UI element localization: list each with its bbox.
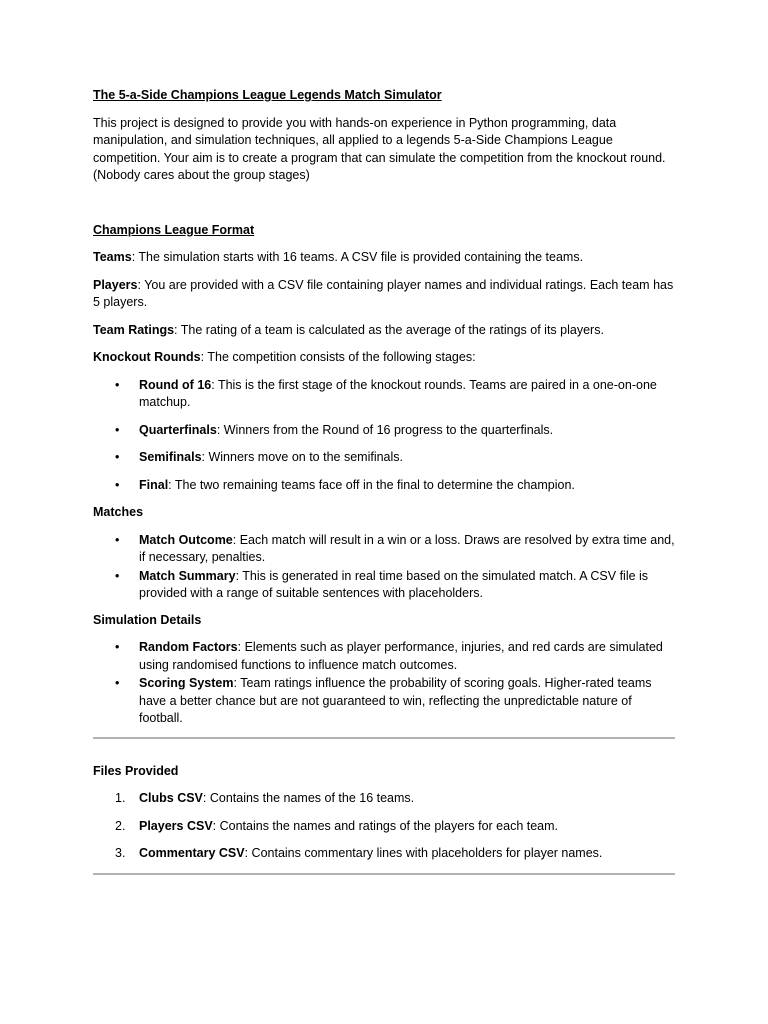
list-item: [93, 818, 675, 836]
item-text: : Contains the names of the 16 teams.: [202, 791, 415, 805]
item-label: Random Factors: [139, 640, 238, 654]
bullet-icon: •: [115, 532, 120, 547]
item-label: Final: [139, 477, 169, 492]
players-text: : You are provided with a CSV file containing player names and individual ratings. Each team has 5 players.: [93, 277, 674, 309]
list-item: [93, 477, 675, 495]
item-text: : Winners move on to the semifinals.: [201, 450, 404, 464]
item-number: 2.: [115, 818, 126, 833]
teams-label: Teams: [93, 250, 132, 264]
item-number: 1.: [115, 791, 126, 805]
format-heading: Champions League Format: [93, 222, 255, 237]
list-item: [93, 377, 675, 412]
list-item: [93, 845, 675, 863]
list-item: [93, 568, 675, 603]
list-item: [93, 422, 675, 440]
document-title: The 5-a-Side Champions League Legends Match Simulator: [93, 88, 442, 102]
teams-text: : The simulation starts with 16 teams. A CSV file is provided containing the teams.: [131, 250, 584, 264]
item-label: Commentary CSV: [139, 846, 245, 860]
simulation-list: [93, 639, 675, 728]
matches-list: [93, 532, 675, 603]
team-ratings-text: : The rating of a team is calculated as the average of the ratings of its players.: [174, 322, 604, 337]
knockout-list: [93, 377, 675, 495]
bullet-icon: •: [115, 477, 120, 492]
item-text: : Contains the names and ratings of the players for each team.: [212, 818, 559, 833]
bullet-icon: •: [115, 640, 120, 654]
horizontal-rule-bottom: [93, 873, 675, 875]
item-label: Quarterfinals: [139, 422, 217, 437]
bullet-icon: •: [115, 676, 120, 690]
list-item: [93, 675, 675, 728]
item-label: Scoring System: [139, 676, 234, 690]
knockout-label: Knockout Rounds: [93, 350, 201, 364]
item-label: Semifinals: [139, 450, 202, 464]
bullet-icon: •: [115, 568, 120, 583]
item-number: 3.: [115, 846, 126, 860]
list-item: [93, 449, 675, 467]
list-item: [93, 790, 675, 808]
teams-paragraph: [93, 249, 675, 267]
item-text: : Contains commentary lines with placeholders for player names.: [244, 846, 603, 860]
item-text: : Elements such as player performance, injuries, and red cards are simulated using randomised functions to influence match outcomes.: [139, 640, 663, 672]
files-heading: Files Provided: [93, 763, 179, 778]
item-text: : This is the first stage of the knockout rounds. Teams are paired in a one-on-one matchup.: [139, 377, 657, 409]
horizontal-rule: [93, 737, 675, 739]
team-ratings-label: Team Ratings: [93, 322, 175, 337]
knockout-text: : The competition consists of the following stages:: [200, 350, 476, 364]
item-label: Match Summary: [139, 568, 236, 583]
document-body: [93, 87, 675, 875]
knockout-paragraph: [93, 349, 675, 367]
list-item: [93, 532, 675, 567]
list-item: [93, 639, 675, 674]
simulation-heading: Simulation Details: [93, 612, 202, 627]
item-label: Match Outcome: [139, 532, 233, 547]
item-label: Round of 16: [139, 377, 212, 392]
files-list: [93, 790, 675, 863]
bullet-icon: •: [115, 422, 120, 437]
item-label: Players CSV: [139, 818, 213, 833]
item-text: : Team ratings influence the probability of scoring goals. Higher-rated teams have a better chance but are not guaranteed to win, reflecting the unpredictable nature of football.: [139, 676, 652, 725]
matches-heading: Matches: [93, 505, 144, 519]
bullet-icon: •: [115, 377, 120, 392]
item-text: : The two remaining teams face off in the final to determine the champion.: [168, 477, 575, 492]
players-paragraph: [93, 277, 675, 312]
item-label: Clubs CSV: [139, 791, 203, 805]
item-text: : Each match will result in a win or a loss. Draws are resolved by extra time and, if necessary, penalties.: [139, 532, 675, 564]
item-text: : This is generated in real time based on the simulated match. A CSV file is provided with a range of suitable sentences with placeholders.: [139, 568, 649, 600]
bullet-icon: •: [115, 450, 120, 464]
intro-paragraph: This project is designed to provide you with hands-on experience in Python programming, data manipulation, and simulation techniques, all applied to a legends 5-a-Side Champions League competition. Your aim is to create a program that can simulate the competition from the knockout round. (Nobody cares about the group stages): [93, 115, 666, 182]
team-ratings-paragraph: [93, 322, 675, 340]
item-text: : Winners from the Round of 16 progress to the quarterfinals.: [216, 422, 554, 437]
players-label: Players: [93, 277, 138, 292]
